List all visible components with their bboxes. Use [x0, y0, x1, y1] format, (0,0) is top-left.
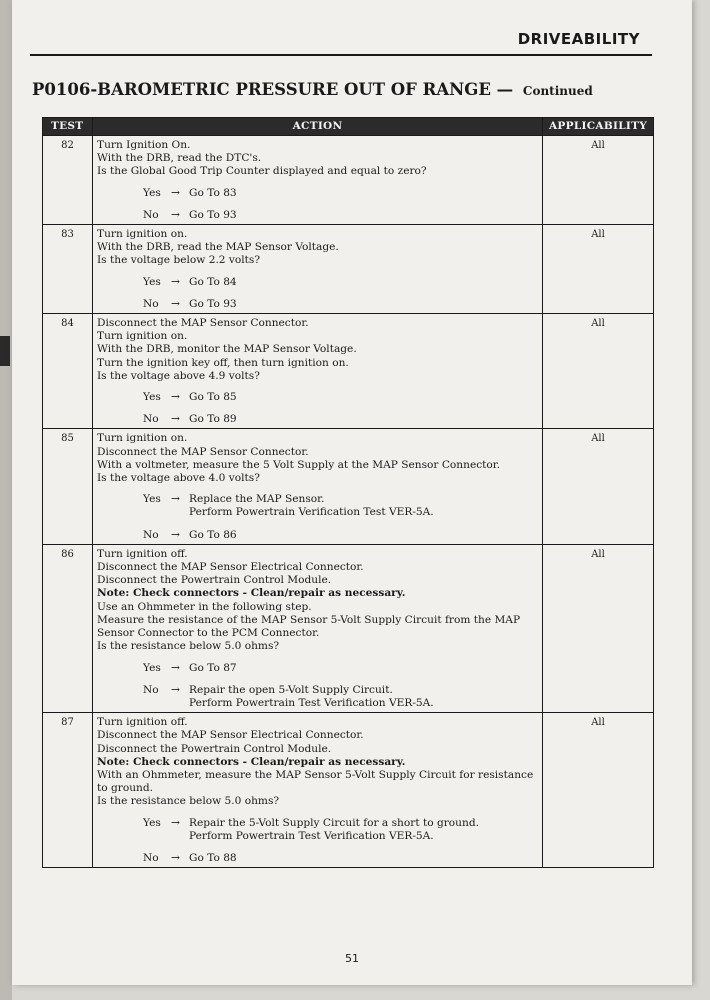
test-row-87 — [43, 713, 654, 868]
action-step: Disconnect the Powertrain Control Module. — [97, 574, 332, 587]
result-branch-yes — [143, 391, 538, 404]
action-cell — [93, 225, 543, 314]
test-number: 82 — [43, 136, 93, 225]
action-note: Note: Check connectors - Clean/repair as necessary. — [97, 755, 406, 768]
branch-label: No — [143, 413, 159, 426]
branch-action — [189, 276, 237, 289]
result-branch-yes — [143, 187, 538, 200]
branch-action — [189, 187, 237, 200]
action-cell — [93, 429, 543, 544]
action-step: With the DRB, monitor the MAP Sensor Voltage. — [97, 343, 357, 356]
test-number: 86 — [43, 544, 93, 712]
action-step: Disconnect the MAP Sensor Connector. — [97, 317, 309, 330]
branch-label: Yes — [143, 661, 161, 674]
branch-label: No — [143, 683, 159, 696]
applicability-cell: All — [543, 225, 654, 314]
action-step: Turn Ignition On. — [97, 139, 191, 151]
arrow-right-icon: → — [171, 186, 180, 199]
action-step: With an Ohmmeter, measure the MAP Sensor 5-Volt Supply Circuit for resistance to ground. — [97, 768, 534, 795]
test-number: 83 — [43, 225, 93, 314]
table-body — [43, 136, 654, 868]
arrow-right-icon: → — [171, 851, 180, 864]
action-step: Turn ignition on. — [97, 432, 188, 445]
branch-label: Yes — [143, 493, 161, 506]
arrow-right-icon: → — [171, 528, 180, 541]
action-step: With a voltmeter, measure the 5 Volt Supply at the MAP Sensor Connector. — [97, 458, 501, 471]
result-branch-yes — [143, 662, 538, 675]
action-step: Disconnect the MAP Sensor Electrical Connector. — [97, 561, 364, 574]
arrow-right-icon: → — [171, 275, 180, 288]
branch-label: No — [143, 297, 159, 310]
test-number: 87 — [43, 713, 93, 868]
result-branch-no — [143, 298, 538, 311]
action-step: Disconnect the MAP Sensor Electrical Connector. — [97, 729, 364, 742]
result-branch-no — [143, 209, 538, 222]
result-branch-yes — [143, 817, 538, 843]
branch-action-line: Perform Powertrain Test Verification VER-5A. — [189, 696, 434, 709]
branch-action-line: Go To 89 — [189, 413, 237, 426]
branch-action — [189, 684, 434, 710]
branch-action — [189, 662, 237, 675]
branch-action — [189, 413, 237, 426]
result-branch-no — [143, 684, 538, 710]
branch-action — [189, 529, 237, 542]
branch-action-line: Go To 83 — [189, 186, 237, 199]
test-row-82 — [43, 136, 654, 225]
action-cell — [93, 136, 543, 225]
branch-action-line: Repair the 5-Volt Supply Circuit for a short to ground. — [189, 816, 479, 829]
binder-tab — [0, 336, 10, 366]
test-number: 84 — [43, 314, 93, 429]
page-title — [32, 80, 593, 99]
arrow-right-icon: → — [171, 413, 180, 426]
title-text: P0106-BAROMETRIC PRESSURE OUT OF RANGE — — [32, 80, 514, 99]
action-step: Turn the ignition key off, then turn ignition on. — [97, 356, 349, 369]
header-rule — [30, 54, 652, 56]
arrow-right-icon: → — [171, 816, 180, 829]
branch-action — [189, 852, 237, 865]
test-row-84 — [43, 314, 654, 429]
action-step: Turn ignition on. — [97, 228, 188, 241]
result-branch-yes — [143, 276, 538, 289]
diagnostic-table — [42, 117, 654, 868]
branch-label: Yes — [143, 816, 161, 829]
action-step: Use an Ohmmeter in the following step. — [97, 600, 312, 613]
action-step: Is the resistance below 5.0 ohms? — [97, 640, 280, 653]
test-number: 85 — [43, 429, 93, 544]
col-header-action: ACTION — [93, 118, 543, 136]
branch-action — [189, 817, 479, 843]
action-step: Is the voltage above 4.9 volts? — [97, 369, 260, 382]
branch-action-line: Go To 84 — [189, 275, 237, 288]
action-cell — [93, 314, 543, 429]
branch-label: Yes — [143, 275, 161, 288]
branch-action — [189, 298, 237, 311]
arrow-right-icon: → — [171, 391, 180, 404]
result-branch-no — [143, 529, 538, 542]
applicability-cell: All — [543, 136, 654, 225]
branch-action — [189, 209, 237, 222]
action-note: Note: Check connectors - Clean/repair as necessary. — [97, 587, 406, 600]
action-step: Disconnect the MAP Sensor Connector. — [97, 445, 309, 458]
branch-action-line: Perform Powertrain Test Verification VER-5A. — [189, 829, 434, 842]
arrow-right-icon: → — [171, 683, 180, 696]
applicability-cell: All — [543, 429, 654, 544]
branch-action-line: Go To 93 — [189, 297, 237, 310]
test-row-85 — [43, 429, 654, 544]
manual-page — [12, 0, 692, 985]
branch-action-line: Go To 87 — [189, 661, 237, 674]
branch-action-line: Repair the open 5-Volt Supply Circuit. — [189, 683, 393, 696]
arrow-right-icon: → — [171, 493, 180, 506]
test-row-83 — [43, 225, 654, 314]
col-header-test: TEST — [43, 118, 93, 136]
branch-action-line: Go To 85 — [189, 391, 237, 404]
branch-label: No — [143, 208, 159, 221]
action-step: Turn ignition off. — [97, 547, 188, 560]
action-step: With the DRB, read the MAP Sensor Voltage. — [97, 241, 339, 254]
action-step: Is the Global Good Trip Counter displayed and equal to zero? — [97, 165, 427, 178]
action-step: Is the voltage above 4.0 volts? — [97, 472, 260, 485]
applicability-cell: All — [543, 544, 654, 712]
branch-label: No — [143, 528, 159, 541]
action-cell — [93, 544, 543, 712]
applicability-cell: All — [543, 713, 654, 868]
branch-action — [189, 391, 237, 404]
branch-action-line: Replace the MAP Sensor. — [189, 493, 325, 506]
action-step: Turn ignition off. — [97, 716, 188, 729]
action-step: Measure the resistance of the MAP Sensor 5-Volt Supply Circuit from the MAP Sensor Connector to the PCM Connector. — [97, 613, 521, 640]
page-number: 51 — [345, 952, 359, 965]
action-step: Is the voltage below 2.2 volts? — [97, 254, 261, 267]
arrow-right-icon: → — [171, 208, 180, 221]
action-step: Is the resistance below 5.0 ohms? — [97, 795, 280, 808]
action-cell — [93, 713, 543, 868]
result-branch-no — [143, 852, 538, 865]
col-header-applicability: APPLICABILITY — [543, 118, 654, 136]
title-continued: Continued — [522, 84, 593, 98]
branch-label: Yes — [143, 391, 161, 404]
branch-action — [189, 493, 434, 519]
branch-action-line: Go To 88 — [189, 851, 237, 864]
result-branch-no — [143, 413, 538, 426]
branch-action-line: Go To 93 — [189, 208, 237, 221]
applicability-cell: All — [543, 314, 654, 429]
arrow-right-icon: → — [171, 297, 180, 310]
test-row-86 — [43, 544, 654, 712]
branch-action-line: Go To 86 — [189, 528, 237, 541]
action-step: Turn ignition on. — [97, 330, 188, 343]
binding-edge — [0, 0, 12, 1000]
branch-label: No — [143, 851, 159, 864]
branch-action-line: Perform Powertrain Verification Test VER-5A. — [189, 506, 434, 519]
table-header-row — [43, 118, 654, 136]
action-step: With the DRB, read the DTC's. — [97, 152, 262, 165]
result-branch-yes — [143, 493, 538, 519]
section-header: DRIVEABILITY — [517, 30, 640, 48]
arrow-right-icon: → — [171, 661, 180, 674]
action-step: Disconnect the Powertrain Control Module. — [97, 742, 332, 755]
branch-label: Yes — [143, 186, 161, 199]
